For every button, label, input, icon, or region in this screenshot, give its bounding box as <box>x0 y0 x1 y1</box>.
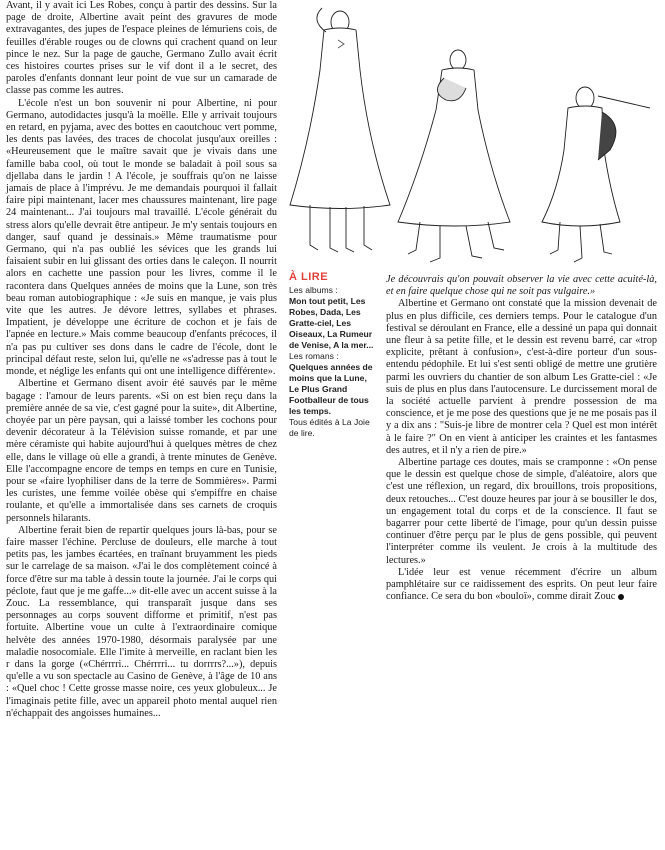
paragraph-4: Albertine ferait bien de repartir quelques jours là-bas, pour se faire masser l'échine. Percluse de douleurs, elle marche à tout petits pas, les jambes écartées, en traînant bruyamment les pieds sur le carrelage de sa maison. «J'ai le dos complètement coincé à force d'être sur ma table à dessin toute la journée. J'ai le corps qui péclote, faut que je me gaffe...» dit-elle avec un accent suisse à la Zouc. La ressemblance, qui transparaît jusque dans ses personnages au corps souvent difforme et primitif, n'est pas fortuite. Albertine voue un culte à l'extraordinaire comique helvète des années 1970-1980, désormais paralysée par une maladie nosocomiale. Elle l'imite à merveille, en raclant bien les r dans la gorge («Chérrrri... Chérrrri... tu dorrrrs?...»), depuis qu'elle a vu son spectacle au Casino de Genève, à l'âge de 10 ans : «Quel choc ! Cette grosse masse noire, ces yeux globuleux... Je l'imaginais petite fille, avec un appareil photo mental auquel rien n'échappait des angoisses humaines... <box>6 524 277 719</box>
figure-1 <box>290 8 390 252</box>
paragraph-8-text: L'idée leur est venue récemment d'écrire un album pamphlétaire sur ce raidissement des esprits. On peut leur faire confiance. Ce sera du bon «bouloï», comme dirait Zouc <box>386 566 657 603</box>
paragraph-7: Albertine partage ces doutes, mais se cramponne : «On pense que le dessin est quelque chose de simple, d'aléatoire, alors que c'est une réflexion, un regard, dix brouillons, trois propositions, deux retouches... C'est douze heures par jour à se bousiller le dos, un engagement total du corps et de la conscience. Il faut se bagarrer pour cette liberté de l'image, pour qu'un dessin puisse continuer d'être perçu par le plus de gens possible, qui peuvent l'interpréter comme ils veulent. Je crois à la multitude des lectures.» <box>386 457 657 566</box>
figure-3 <box>542 87 650 262</box>
paragraph-8 <box>386 567 657 604</box>
paragraph-5: Je découvrais qu'on pouvait observer la vie avec cette acuité-là, et en faire quelque chose qui ne soit pas vulgaire.» <box>386 274 657 298</box>
left-article-column <box>6 0 277 720</box>
right-article-column <box>386 274 657 603</box>
novels-label: Les romans : <box>289 351 339 361</box>
reading-sidebar <box>289 272 377 439</box>
paragraph-2: L'école n'est un bon souvenir ni pour Albertine, ni pour Germano, autodidactes jusqu'à la moëlle. Elle y arrivait toujours en retard, en pyjama, avec des bottes en caoutchouc vert pomme, les dents pas lavées, des traces de chocolat jusqu'aux oreilles : «Heureusement que le maître savait que je vivais dans une famille baba cool, où tout le monde se baladait à poil sous sa djellaba dans le jardin ! A l'école, je souffrais qu'on ne laisse jamais de place à l'imprévu. Je me demandais pourquoi il fallait faire pipi maintenant, lacer mes chaussures maintenant, lire page 24 maintenant... J'ai toujours mal travaillé. L'école générait du stress alors qu'elle devrait être antipeur. Je m'y sentais toujours en danger, sauf quand je dessinais.» Même traumatisme pour Germano, qui n'a pas oublié les sévices que les grands lui faisaient subir en lui glissant des orties dans le caleçon. Il nourrit alors en cachette une passion pour les livres, comme il le racontera dans Quelques années de moins que la Lune, son très beau roman autobiographique : «Je suis en manque, je vais plus vite que les autres. Je dévore lettres, syllabes et phrases. Impatient, je développe une écriture de cochon et je fais de l'apnée en lecture.» Mais comme beaucoup d'enfants précoces, il n'a pas pu cultiver ses dons dans le cadre de l'école, dont le principal défaut reste, selon lui, qu'elle ne «s'adresse pas à tout le monde, et néglige les enfants qui ont une intelligence différente». <box>6 97 277 378</box>
sidebar-heading: À LIRE <box>289 271 329 283</box>
illustration-figures <box>280 0 665 265</box>
paragraph-1: Avant, il y avait ici Les Robes, conçu à partir des dessins. Sur la page de droite, Albertine avait peint des gravures de mode extravagantes, des jupes de l'espace pleines de lémuriens cois, de feuilles d'érable rouges ou de clowns qui crachent quand on leur pince le nez. Sur la page de gauche, Germano Zullo avait écrit ces histoires courtes prises sur le vif dont il a le secret, des paroles d'enfants donnant leur point de vue sur un camarade de classe pas comme les autres. <box>6 0 277 97</box>
paragraph-3: Albertine et Germano disent avoir été sauvés par le même bagage : l'amour de leurs parents. «Si on est bien reçu dans la première année de sa vie, c'est gagné pour la suite», dit Albertine, choyée par un père paysan, qui a laissé tomber les cochons pour devenir décorateur à la Télévision suisse romande, et par une mère céramiste qui habite aujourd'hui à quelques mètres de chez elle, dans le village où elle a grandi, à trente minutes de Genève. Elle l'accompagne encore de temps en temps en cure en Tunisie, pour se «faire lyophiliser dans de la terre de Sommières». Parmi les curistes, une femme voilée obèse qui s'empiffre en chaise roulante, et qu'elle a immortalisée dans ses carnets de croquis personnels hilarants. <box>6 378 277 524</box>
paragraph-6: Albertine et Germano ont constaté que la mission devenait de plus en plus difficile, ces derniers temps. Pour le catalogue d'un festival se déroulant en France, elle a dessiné un papa qui donnait une fleur à sa petite fille, et le dessin est revenu barré, car «trop explicite, prêtant à confusion», c'est-à-dire porteur d'un sous-entendu pédophile. Et lui s'est senti obligé de mettre une grutière parmi les ouvriers du chantier de son album Les Gratte-ciel : «Je suis de plus en plus dans l'autocensure. Le durcissement moral de la société actuelle parvient à prendre possession de ma conscience, et je me pose des questions que je ne me posais pas il y a dix ans : "Suis-je libre de montrer cela ? Quel est mon intérêt à le faire ?" On en vient à anticiper les craintes et les fantasmes des autres, et il n'y a rien de pire.» <box>386 298 657 456</box>
albums-label: Les albums : <box>289 285 338 295</box>
albums-list: Mon tout petit, Les Robes, Dada, Les Gratte-ciel, Les Oiseaux, La Rumeur de Venise, A la mer... <box>289 296 374 350</box>
novels-list: Quelques années de moins que la Lune, Le Plus Grand Footballeur de tous les temps. <box>289 362 373 416</box>
publisher-note: Tous édités à La Joie de lire. <box>289 417 370 438</box>
end-bullet-icon <box>618 594 624 600</box>
figure-2 <box>398 50 510 262</box>
